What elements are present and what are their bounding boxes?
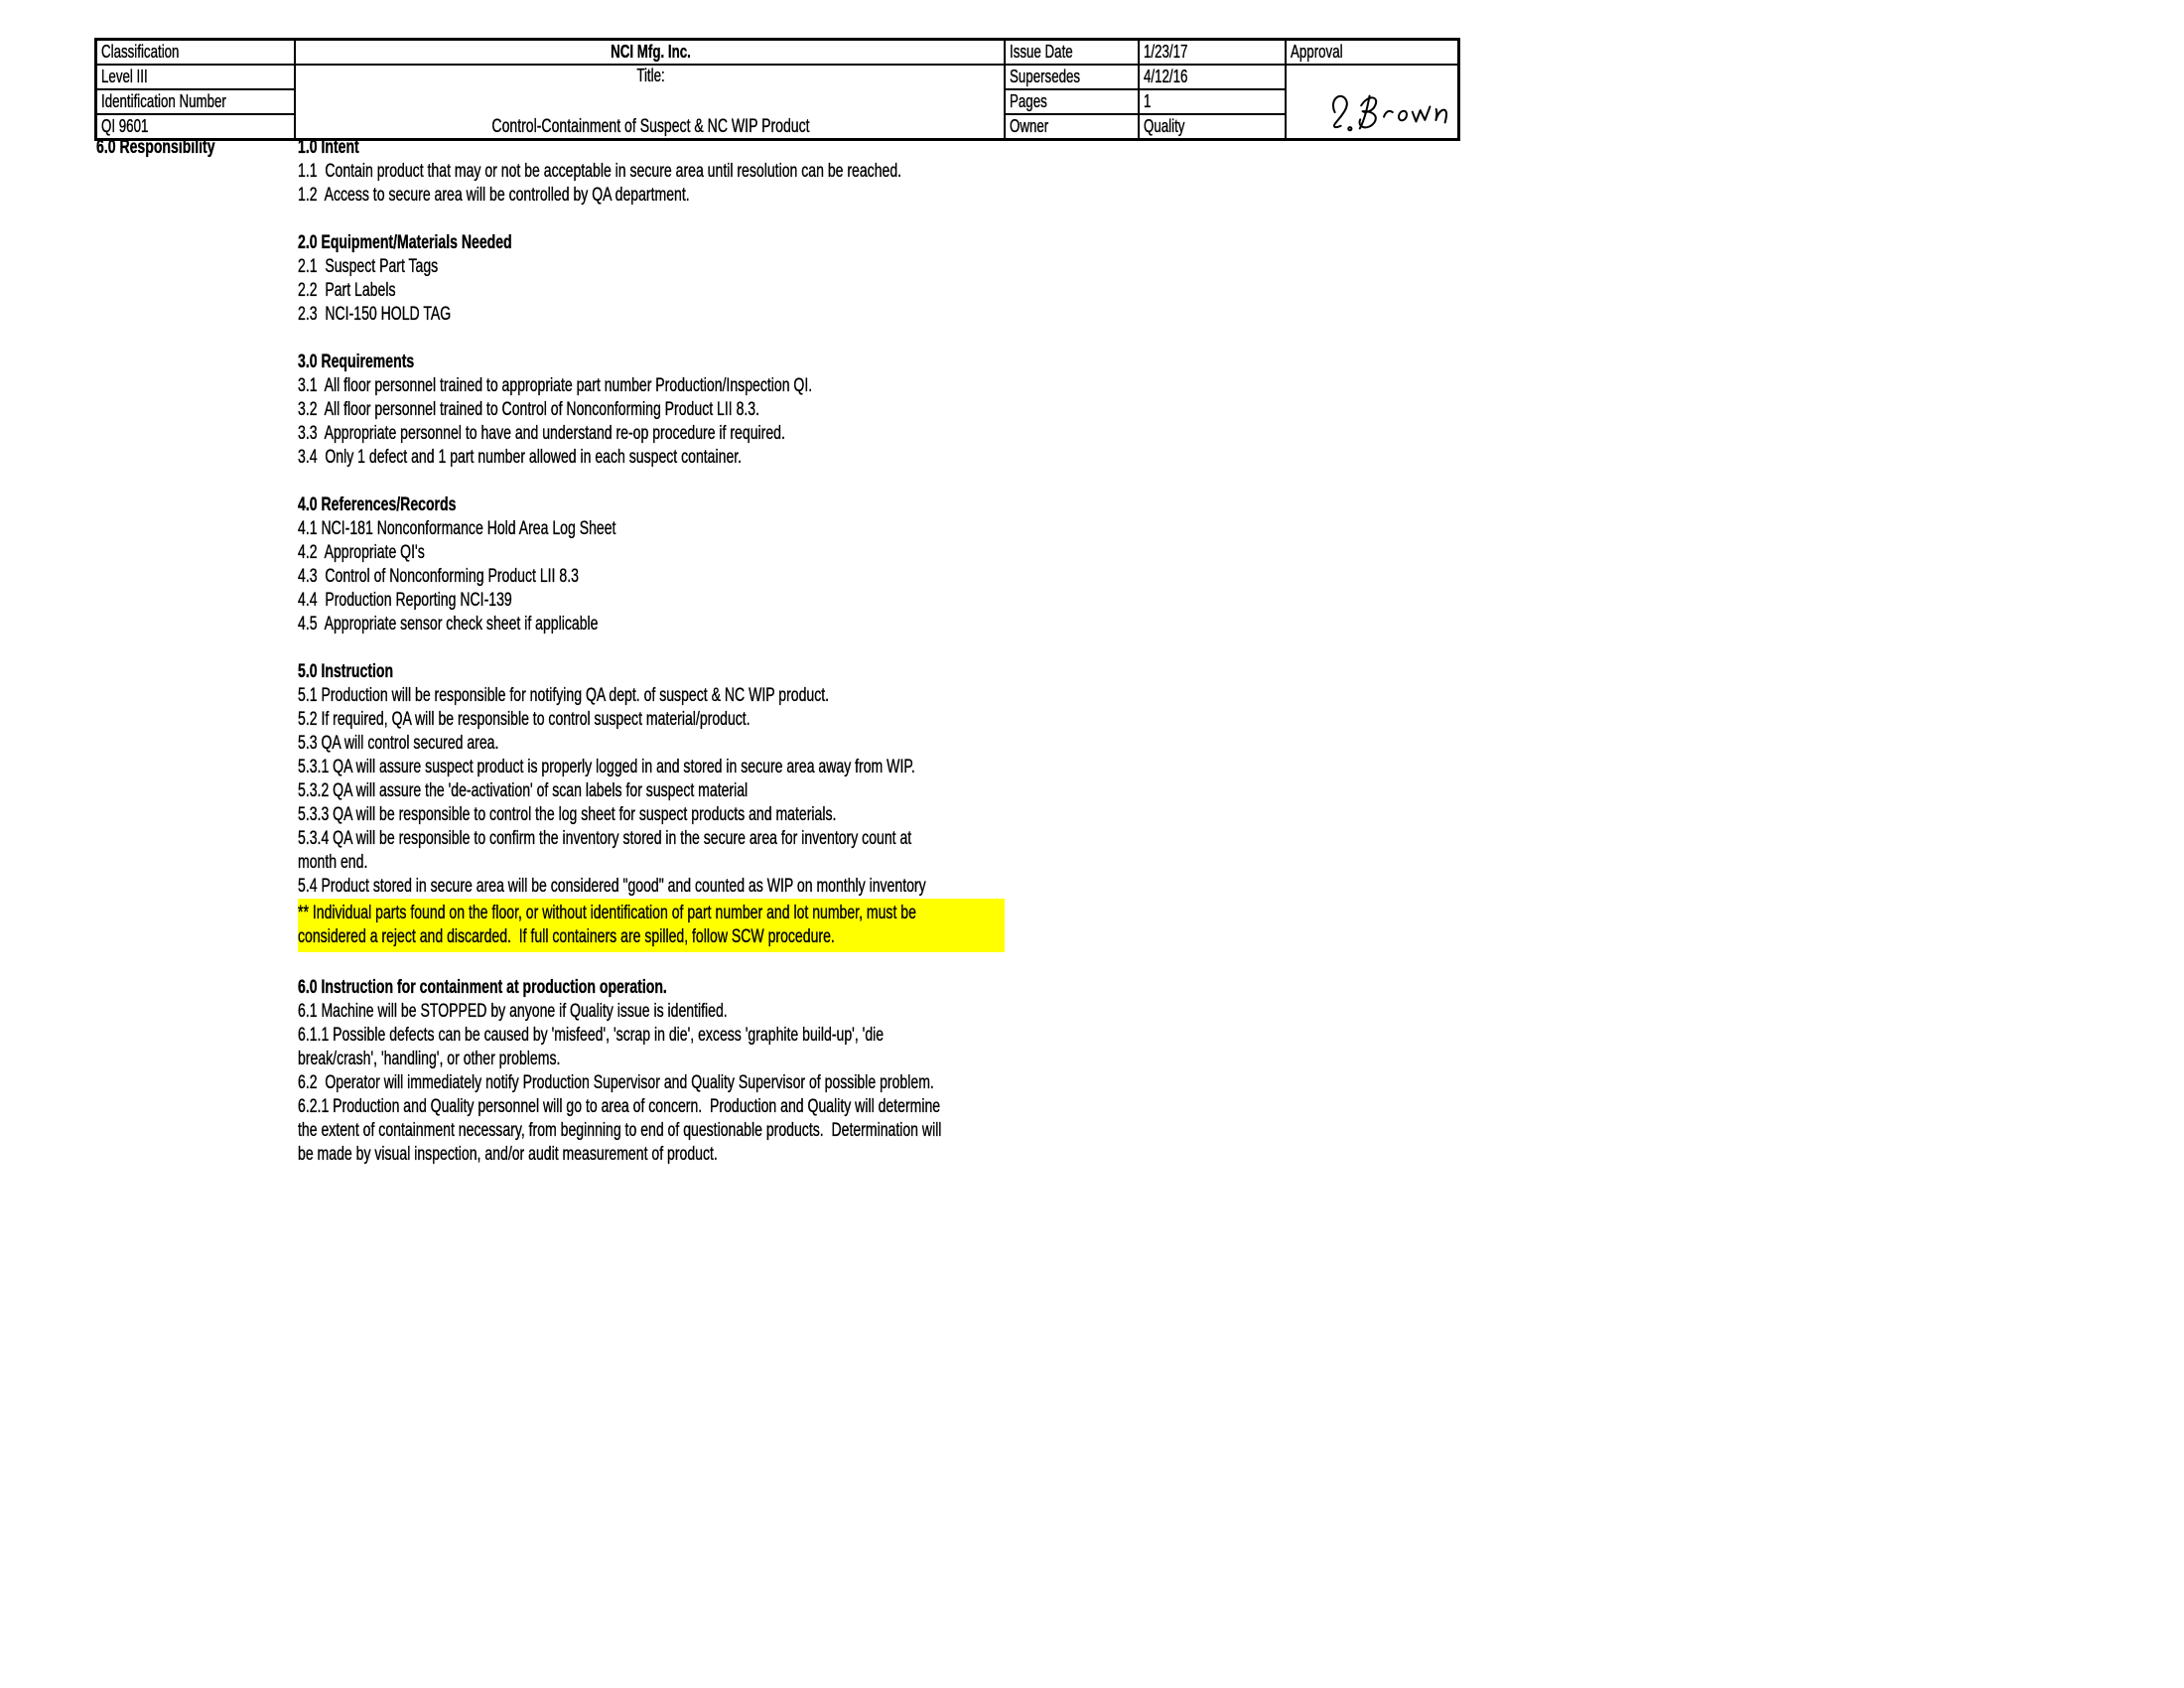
issue-date-label: Issue Date bbox=[1009, 42, 1073, 62]
doc-line: 5.3.4 QA will be responsible to confirm the inventory stored in the secure area for inventory count at bbox=[298, 828, 912, 849]
id-value: QI 9601 bbox=[101, 116, 149, 136]
doc-line: 2.1 Suspect Part Tags bbox=[298, 256, 439, 277]
header-table bbox=[94, 38, 1460, 141]
doc-line: 3.4 Only 1 defect and 1 part number allowed in each suspect container. bbox=[298, 447, 743, 468]
owner-label: Owner bbox=[1009, 116, 1048, 136]
section-gap bbox=[298, 952, 1539, 976]
section-gap bbox=[298, 636, 1539, 660]
pages-label: Pages bbox=[1009, 91, 1047, 111]
issue-date-value-cell bbox=[1139, 40, 1286, 66]
title-label: Title: bbox=[635, 66, 665, 85]
owner-value: Quality bbox=[1143, 116, 1184, 136]
issue-date-label-cell bbox=[1005, 40, 1139, 66]
section-heading: 6.0 Instruction for containment at production operation. bbox=[298, 977, 667, 998]
doc-line-highlighted: ** Individual parts found on the floor, or without identification of part number and lot number, must be bbox=[298, 903, 916, 923]
highlighted-note bbox=[298, 899, 1005, 952]
doc-line: break/crash', 'handling', or other problems. bbox=[298, 1049, 561, 1069]
doc-line: 1.1 Contain product that may or not be acceptable in secure area until resolution can be reached. bbox=[298, 161, 902, 182]
doc-line-highlighted: considered a reject and discarded. If full containers are spilled, follow SCW procedure. bbox=[298, 926, 835, 947]
section-heading: 1.0 Intent bbox=[298, 137, 359, 158]
id-label: Identification Number bbox=[101, 91, 226, 111]
doc-line: 5.3 QA will control secured area. bbox=[298, 733, 499, 754]
pages-value: 1 bbox=[1143, 91, 1151, 111]
classification-label-cell bbox=[96, 40, 295, 66]
doc-line: 4.5 Appropriate sensor check sheet if applicable bbox=[298, 614, 599, 634]
doc-line: 3.1 All floor personnel trained to appropriate part number Production/Inspection QI. bbox=[298, 375, 813, 396]
supersedes-label: Supersedes bbox=[1009, 67, 1080, 86]
doc-line: 5.3.2 QA will assure the 'de-activation' of scan labels for suspect material bbox=[298, 780, 749, 801]
section-heading: 2.0 Equipment/Materials Needed bbox=[298, 232, 512, 253]
approval-signature-cell bbox=[1286, 65, 1459, 140]
doc-line: 4.1 NCI-181 Nonconformance Hold Area Log Sheet bbox=[298, 518, 616, 539]
margin-note-responsibility bbox=[96, 136, 257, 160]
section-gap bbox=[298, 327, 1539, 351]
doc-line: 5.4 Product stored in secure area will be considered "good" and counted as WIP on monthly inventory bbox=[298, 876, 926, 897]
doc-line: 6.2 Operator will immediately notify Production Supervisor and Quality Supervisor of possible problem. bbox=[298, 1072, 934, 1093]
pages-label-cell bbox=[1005, 89, 1139, 114]
doc-line: 3.2 All floor personnel trained to Control of Nonconforming Product LII 8.3. bbox=[298, 399, 760, 420]
pages-value-cell bbox=[1139, 89, 1286, 114]
section-heading: 5.0 Instruction bbox=[298, 661, 394, 682]
section-gap bbox=[298, 470, 1539, 493]
supersedes-value: 4/12/16 bbox=[1143, 67, 1187, 86]
doc-line: 1.2 Access to secure area will be controlled by QA department. bbox=[298, 185, 690, 206]
supersedes-label-cell bbox=[1005, 65, 1139, 89]
doc-line: 5.3.1 QA will assure suspect product is properly logged in and stored in secure area away from WIP. bbox=[298, 757, 915, 777]
doc-line: 2.2 Part Labels bbox=[298, 280, 396, 301]
doc-line: 2.3 NCI-150 HOLD TAG bbox=[298, 304, 452, 325]
section-heading: 3.0 Requirements bbox=[298, 352, 415, 372]
company-name-cell bbox=[295, 40, 1005, 66]
margin-note-text: 6.0 Responsibility bbox=[96, 137, 215, 158]
doc-line: the extent of containment necessary, from beginning to end of questionable products. Determination will bbox=[298, 1120, 942, 1141]
doc-line: 4.4 Production Reporting NCI-139 bbox=[298, 590, 512, 611]
level-cell bbox=[96, 65, 295, 89]
doc-line: 5.3.3 QA will be responsible to control the log sheet for suspect products and materials. bbox=[298, 804, 837, 825]
doc-line: 4.3 Control of Nonconforming Product LII 8.3 bbox=[298, 566, 579, 587]
id-label-cell bbox=[96, 89, 295, 114]
section-heading: 4.0 References/Records bbox=[298, 494, 457, 515]
doc-line: be made by visual inspection, and/or audit measurement of product. bbox=[298, 1144, 718, 1165]
supersedes-value-cell bbox=[1139, 65, 1286, 89]
doc-line: 4.2 Appropriate QI's bbox=[298, 542, 425, 563]
approval-label-cell bbox=[1286, 40, 1459, 66]
document-title: Control-Containment of Suspect & NC WIP Product bbox=[490, 116, 810, 137]
approval-label: Approval bbox=[1290, 42, 1343, 62]
section-gap bbox=[298, 208, 1539, 231]
doc-line: 3.3 Appropriate personnel to have and understand re-op procedure if required. bbox=[298, 423, 785, 444]
document-body bbox=[298, 136, 1539, 1167]
doc-line: 6.1 Machine will be STOPPED by anyone if Quality issue is identified. bbox=[298, 1001, 728, 1022]
company-name: NCI Mfg. Inc. bbox=[610, 42, 691, 62]
doc-line: 6.2.1 Production and Quality personnel will go to area of concern. Production and Quality will determine bbox=[298, 1096, 941, 1117]
level-label: Level III bbox=[101, 67, 148, 86]
doc-line: 5.1 Production will be responsible for notifying QA dept. of suspect & NC WIP product. bbox=[298, 685, 830, 706]
doc-line: month end. bbox=[298, 852, 368, 873]
doc-line: 6.1.1 Possible defects can be caused by 'misfeed', 'scrap in die', excess 'graphite build-up', 'die bbox=[298, 1025, 885, 1046]
classification-label: Classification bbox=[101, 42, 180, 62]
signature-icon bbox=[1304, 70, 1453, 135]
issue-date-value: 1/23/17 bbox=[1143, 42, 1187, 62]
title-cell bbox=[295, 65, 1005, 140]
doc-line: 5.2 If required, QA will be responsible to control suspect material/product. bbox=[298, 709, 751, 730]
